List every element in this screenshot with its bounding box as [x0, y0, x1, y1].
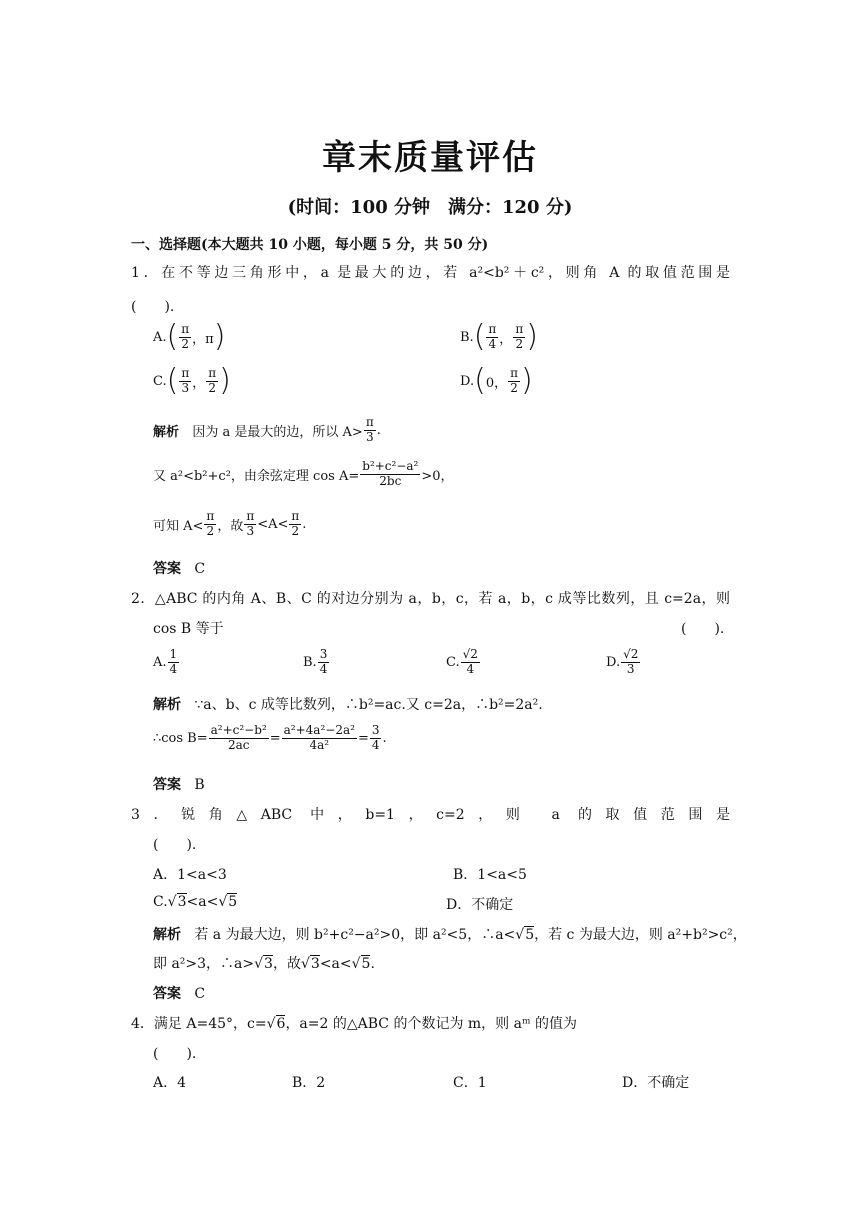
- q4-option-d[interactable]: D．不确定: [622, 1075, 690, 1091]
- q1-jiexi-line2: 又 a²<b²+c²，由余弦定理 cos A= $\frac{\text{b²+c²−a²}}{2bc}$ >0，: [153, 459, 454, 488]
- section-heading: 一、选择题(本大题共 10 小题，每小题 5 分，共 50 分): [131, 237, 489, 253]
- q2-option-b[interactable]: B. $\frac{3}{4}$: [303, 647, 328, 676]
- q4-option-a[interactable]: A．4: [153, 1075, 187, 1091]
- q2-stem-line1: 2．△ABC 的内角 A、B、C 的对边分别为 a，b，c，若 a，b，c 成等比数列，且 c=2a，则: [131, 591, 730, 607]
- q4-option-c[interactable]: C．1: [453, 1075, 487, 1091]
- q1-jiexi-line3: 可知 A< $\frac{\pi}{2}$ ，故 $\frac{\pi}{3}$ <A< $\frac{\pi}{2}$ .: [153, 509, 307, 538]
- q3-stem-line1: 3．锐角△ABC 中，b=1，c=2，则 a 的取值范围是: [131, 807, 730, 823]
- q3-option-c[interactable]: C.√3<a<√5: [153, 894, 238, 910]
- q3-jiexi-line2: 即 a²>3，∴a>√3，故√3<a<√5.: [153, 956, 375, 972]
- q2-stem-line2: cos B 等于: [153, 621, 224, 637]
- q1-jiexi-line1: 解析 因为 a 是最大的边，所以 A> $\frac{\pi}{3}$ .: [153, 415, 381, 444]
- q4-stem-line1: 4．满足 A=45°，c=√6，a=2 的△ABC 的个数记为 m，则 aᵐ 的值为: [131, 1016, 578, 1032]
- q4-option-b[interactable]: B．2: [292, 1075, 326, 1091]
- page-subtitle: (时间：100 分钟 满分：120 分): [287, 197, 573, 218]
- q3-option-b[interactable]: B．1<a<5: [453, 867, 527, 883]
- q1-option-a[interactable]: A.( $\frac{\pi}{2}$ ，π): [153, 319, 226, 354]
- q1-option-b[interactable]: B.( $\frac{\pi}{4}$ ， $\frac{\pi}{2}$ ): [460, 319, 538, 354]
- page-title: 章末质量评估: [322, 138, 538, 178]
- q1-stem-line1: 1．在不等边三角形中，a 是最大的边，若 a²<b²＋c²，则角 A 的取值范围是: [131, 265, 730, 281]
- q1-option-c[interactable]: C.( $\frac{\pi}{3}$ ， $\frac{\pi}{2}$ ): [153, 363, 231, 398]
- q4-stem-line2: ( ).: [153, 1046, 197, 1062]
- q1-stem-line2: ( ).: [131, 299, 175, 315]
- q2-answer-paren: ( ).: [681, 621, 725, 637]
- q3-option-d[interactable]: D．不确定: [446, 897, 514, 913]
- q2-jiexi-line2: ∴cos B= $\frac{\text{a²+c²−b²}}{2ac}$ = $\frac{\text{a²+4a²−2a²}}{\text{4a²}}$ = $\frac{3}{4}$ .: [153, 723, 387, 752]
- q2-answer: 答案 B: [153, 777, 205, 793]
- q2-option-c[interactable]: C. $\frac{√2}{4}$: [446, 647, 478, 676]
- q2-option-a[interactable]: A. $\frac{1}{4}$: [153, 647, 178, 676]
- q3-answer: 答案 C: [153, 986, 206, 1002]
- q2-jiexi-line1: 解析 ∵a、b、c 成等比数列，∴b²=ac.又 c=2a，∴b²=2a².: [153, 697, 543, 713]
- q2-option-d[interactable]: D. $\frac{√2}{3}$: [606, 647, 639, 676]
- q3-stem-line2: ( ).: [153, 837, 197, 853]
- q1-answer: 答案 C: [153, 561, 206, 577]
- q3-jiexi-line1: 解析 若 a 为最大边，则 b²+c²−a²>0，即 a²<5，∴a<√5，若 c 为最大边，则 a²+b²>c²，: [153, 927, 747, 943]
- q1-option-d[interactable]: D.(0， $\frac{\pi}{2}$ ): [460, 363, 533, 398]
- q3-option-a[interactable]: A．1<a<3: [153, 867, 227, 883]
